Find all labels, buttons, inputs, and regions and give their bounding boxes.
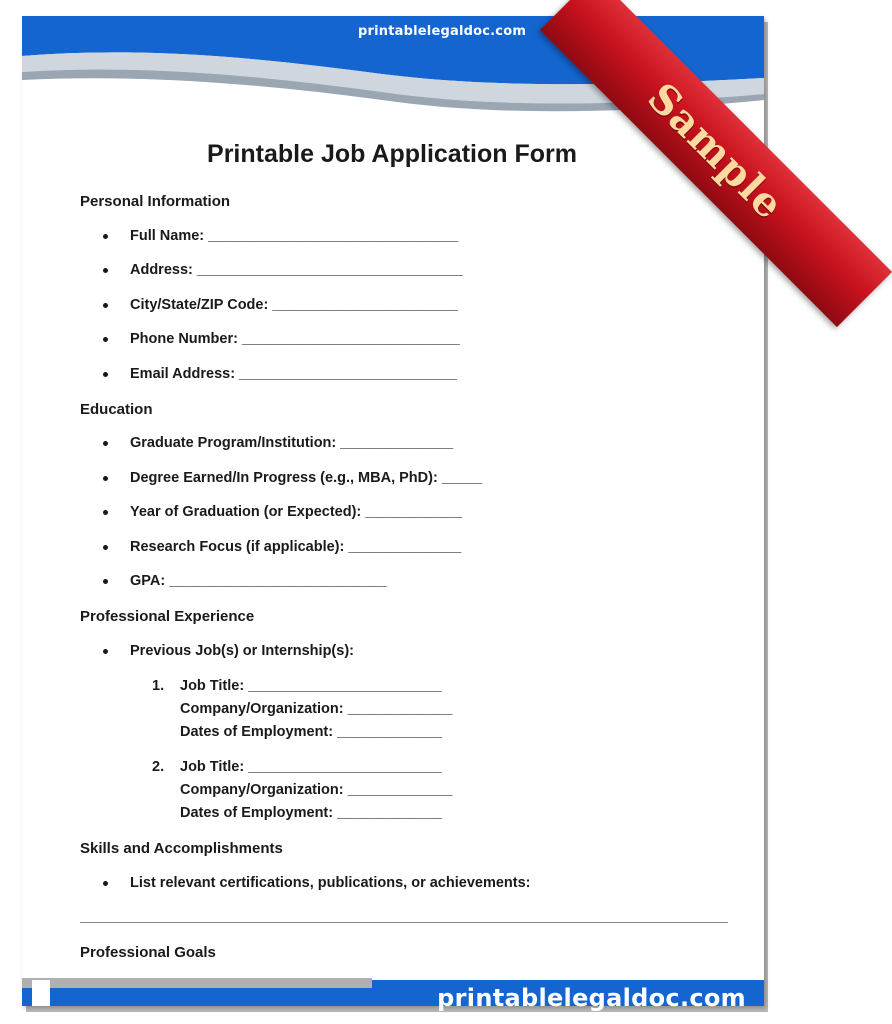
field-phone-number: Phone Number: ___________________________: [104, 331, 434, 347]
bullet-icon: [103, 545, 108, 550]
job-2-number: 2.: [152, 759, 165, 775]
sample-ribbon-label: Sample: [638, 73, 794, 229]
field-gpa: GPA: ___________________________: [104, 573, 361, 589]
job-1-company: Company/Organization: _____________: [180, 701, 453, 717]
job-2-company: Company/Organization: _____________: [180, 782, 453, 798]
bullet-icon: [103, 234, 108, 239]
bullet-icon: [103, 649, 108, 654]
field-research-focus: Research Focus (if applicable): ______________: [104, 539, 435, 555]
section-professional-experience: Professional Experience: [80, 608, 255, 625]
bullet-icon: [103, 303, 108, 308]
job-2-dates: Dates of Employment: _____________: [180, 805, 442, 821]
field-degree-earned: Degree Earned/In Progress (e.g., MBA, PhD): _____: [104, 470, 456, 486]
field-previous-jobs: Previous Job(s) or Internship(s):: [104, 643, 328, 659]
bullet-icon: [103, 441, 108, 446]
divider: [80, 922, 728, 923]
bullet-icon: [103, 476, 108, 481]
footer-white-tab: [32, 980, 50, 1006]
field-city-state-zip: City/State/ZIP Code: _______________________: [104, 297, 432, 313]
section-skills-accomplishments: Skills and Accomplishments: [80, 840, 283, 857]
section-education: Education: [80, 401, 153, 418]
bullet-icon: [103, 337, 108, 342]
footer-site-name: printablelegaldoc.com: [437, 984, 746, 1012]
section-personal-information: Personal Information: [80, 193, 231, 210]
header-site-name: printablelegaldoc.com: [358, 24, 527, 39]
job-1-dates: Dates of Employment: _____________: [180, 724, 442, 740]
sample-ribbon: [482, 16, 812, 346]
bullet-icon: [103, 579, 108, 584]
bullet-icon: [103, 268, 108, 273]
bullet-icon: [103, 510, 108, 515]
field-email-address: Email Address: ___________________________: [104, 366, 431, 382]
job-1-number: 1.: [152, 678, 165, 694]
field-year-of-graduation: Year of Graduation (or Expected): ____________: [104, 504, 436, 520]
document-page: printablelegaldoc.com Sample Printable Job Application Form Personal Information Full Name: _______________________________ Address: _________________________________ City/State/ZIP Code: _______________________ Phone Number: ___________________________ Email Address: ___________________________ Education Graduate Program/Institution: ______________ Degree Earned/In Progress (e.g., MBA, PhD): _____ Year of Graduation (or Expected): ____________ Research Focus (if applicable): ______________ GPA: ___________________________ Professional Experience Previous Job(s) or Internship(s): 1. Job Title: ________________________ Company/Organization: _____________ Dates of Employment: _____________ 2. Job Title: ________________________ Company/Organization: _____________ Dates of Employment: _____________ Skills and Accomplishments List relevant certifications, publications, or achievements: Professional Goals printablelegaldoc.com: [22, 16, 764, 1006]
bullet-icon: [103, 372, 108, 377]
field-graduate-program: Graduate Program/Institution: ______________: [104, 435, 427, 451]
field-address: Address: _________________________________: [104, 262, 437, 278]
field-certifications: List relevant certifications, publications, or achievements:: [104, 875, 504, 891]
footer-gray-stripe: [22, 978, 372, 988]
section-professional-goals: Professional Goals: [80, 944, 216, 961]
field-full-name: Full Name: _______________________________: [104, 228, 432, 244]
bullet-icon: [103, 881, 108, 886]
page-title: Printable Job Application Form: [207, 140, 577, 168]
